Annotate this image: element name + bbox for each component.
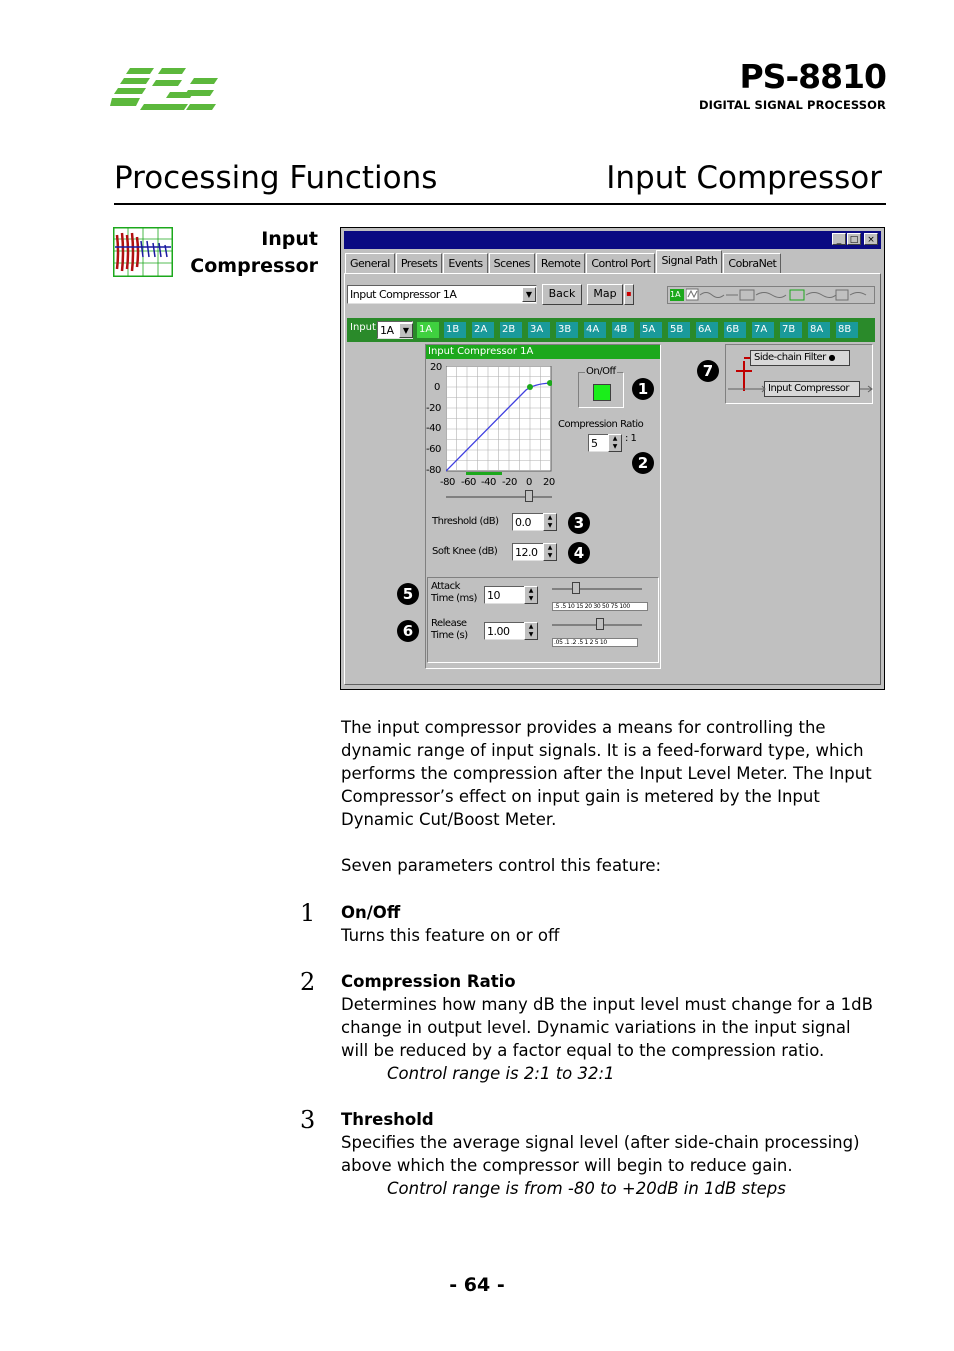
- page-number: - 64 -: [449, 1274, 505, 1296]
- attack-label-line1: Attack: [431, 581, 460, 592]
- callout-bullet: 2: [632, 452, 654, 474]
- channel-button-1a[interactable]: 1A: [417, 322, 439, 338]
- text-line: The input compressor provides a means for controlling the: [341, 718, 826, 737]
- threshold-label: Threshold (dB): [432, 516, 499, 527]
- channel-button-7a[interactable]: 7A: [752, 322, 774, 338]
- text-line: Turns this feature on or off: [341, 926, 560, 945]
- sidechain-diagram: [725, 344, 873, 404]
- sidechain-filter-label: Side-chain Filter: [754, 352, 826, 363]
- tab-scenes[interactable]: Scenes: [489, 253, 535, 273]
- ratio-input[interactable]: 5: [588, 434, 612, 452]
- text-line: above which the compressor will begin to reduce gain.: [341, 1156, 793, 1175]
- channel-button-3a[interactable]: 3A: [528, 322, 550, 338]
- channel-button-2a[interactable]: 2A: [472, 322, 494, 338]
- attack-slider-thumb[interactable]: [572, 582, 580, 594]
- soft-knee-spinner[interactable]: ▲ ▼: [543, 543, 557, 561]
- callout-bullet: 5: [397, 583, 419, 605]
- graph-x-tick: 0: [526, 477, 532, 488]
- tab-signal-path[interactable]: Signal Path: [656, 250, 722, 273]
- minimize-button[interactable]: _: [832, 233, 846, 245]
- ratio-suffix: : 1: [625, 433, 637, 444]
- circle-icon: ●: [828, 353, 835, 362]
- maximize-button[interactable]: □: [847, 233, 861, 245]
- chevron-down-icon[interactable]: ▼: [399, 323, 413, 338]
- graph-x-tick: 20: [543, 477, 555, 488]
- channel-button-1b[interactable]: 1B: [444, 322, 466, 338]
- channel-button-8b[interactable]: 8B: [836, 322, 858, 338]
- channel-button-4b[interactable]: 4B: [612, 322, 634, 338]
- mini-signal-chain[interactable]: [667, 286, 875, 304]
- window-titlebar: [344, 231, 881, 249]
- channel-button-2b[interactable]: 2B: [500, 322, 522, 338]
- release-input[interactable]: 1.00: [484, 622, 526, 640]
- text-line: dynamic range of input signals. It is a feed-forward type, which: [341, 741, 864, 760]
- attack-label-line2: Time (ms): [431, 593, 477, 604]
- model-name: PS-8810: [739, 57, 886, 96]
- ratio-label: Compression Ratio: [558, 419, 644, 430]
- onoff-toggle[interactable]: [593, 384, 611, 401]
- mini-chain-label: 1A: [670, 289, 684, 301]
- control-range: Control range is 2:1 to 32:1: [387, 1064, 615, 1083]
- back-button[interactable]: Back: [542, 284, 582, 305]
- graph-y-tick: -40: [426, 423, 441, 434]
- module-select[interactable]: Input Compressor 1A: [347, 285, 537, 304]
- item-title: On/Off: [341, 903, 401, 922]
- bss-logo: [110, 64, 220, 114]
- text-line: Dynamic Cut/Boost Meter.: [341, 810, 557, 829]
- item-compression-ratio: [341, 970, 886, 1085]
- chevron-down-icon[interactable]: ▼: [522, 287, 536, 302]
- text-line: Specifies the average signal level (after side-chain processing): [341, 1133, 860, 1152]
- text-line: performs the compression after the Input Level Meter. The Input: [341, 764, 872, 783]
- threshold-input[interactable]: 0.0: [512, 513, 544, 531]
- release-label-line1: Release: [431, 618, 467, 629]
- ratio-spinner[interactable]: ▲ ▼: [608, 434, 622, 452]
- graph-x-tick: -20: [502, 477, 517, 488]
- release-spinner[interactable]: ▲ ▼: [524, 622, 538, 640]
- control-range: Control range is from -80 to +20dB in 1dB steps: [387, 1179, 786, 1198]
- release-slider-thumb[interactable]: [596, 618, 604, 630]
- release-label: [431, 618, 468, 642]
- release-scale: .05 .1 .2 .5 1 2 5 10: [552, 638, 638, 647]
- signal-path-panel: [344, 273, 881, 685]
- section-heading-line1: Input: [261, 228, 318, 250]
- channel-button-3b[interactable]: 3B: [556, 322, 578, 338]
- attack-input[interactable]: 10: [484, 586, 526, 604]
- text-line: change in output level. Dynamic variations in the input signal: [341, 1018, 851, 1037]
- graph-x-tick: -80: [440, 477, 455, 488]
- sidechain-routing-icon: [726, 345, 874, 405]
- item-number: 3: [300, 1106, 316, 1134]
- input-compressor-block[interactable]: Input Compressor: [764, 381, 860, 397]
- text-line: Determines how many dB the input level must change for a 1dB: [341, 995, 873, 1014]
- channel-button-6a[interactable]: 6A: [696, 322, 718, 338]
- compressor-graph-icon: [113, 227, 173, 277]
- compressor-panel-title: Input Compressor 1A: [426, 345, 660, 359]
- attack-label: [431, 581, 477, 605]
- graph-x-tick: -40: [481, 477, 496, 488]
- threshold-slider-thumb[interactable]: [525, 490, 533, 502]
- attack-slider-track[interactable]: [552, 588, 642, 590]
- header-rule: [114, 203, 886, 205]
- attack-scale: .5 .5 10 15 20 30 50 75 100: [552, 602, 648, 611]
- attack-spinner[interactable]: ▲ ▼: [524, 586, 538, 604]
- item-title: Threshold: [341, 1110, 434, 1129]
- mini-chain-blocks-icon: [686, 288, 872, 302]
- tab-remote[interactable]: Remote: [536, 253, 585, 273]
- channel-button-6b[interactable]: 6B: [724, 322, 746, 338]
- channel-bar: [347, 318, 875, 342]
- tab-events[interactable]: Events: [443, 253, 487, 273]
- map-menu-icon[interactable]: ▪: [624, 284, 634, 305]
- channel-button-5b[interactable]: 5B: [668, 322, 690, 338]
- tab-control-port[interactable]: Control Port: [586, 253, 655, 273]
- input-select[interactable]: 1A: [377, 321, 413, 339]
- callout-bullet: 1: [632, 378, 654, 400]
- software-window: [340, 227, 885, 690]
- map-button[interactable]: Map: [587, 284, 623, 305]
- tab-presets[interactable]: Presets: [396, 253, 443, 273]
- channel-button-4a[interactable]: 4A: [584, 322, 606, 338]
- threshold-slider-track[interactable]: [446, 496, 552, 498]
- callout-bullet: 4: [568, 542, 590, 564]
- channel-button-7b[interactable]: 7B: [780, 322, 802, 338]
- callout-bullet: 7: [697, 360, 719, 382]
- text-line: will be reduced by a factor equal to the compression ratio.: [341, 1041, 825, 1060]
- item-threshold: [341, 1108, 886, 1200]
- page-topic-title: Input Compressor: [606, 160, 882, 196]
- item-number: 1: [300, 899, 316, 927]
- page-section-title: Processing Functions: [114, 160, 438, 196]
- graph-y-tick: 20: [430, 362, 442, 373]
- item-title: Compression Ratio: [341, 972, 516, 991]
- section-heading: [180, 226, 318, 280]
- onoff-label: On/Off: [586, 366, 616, 377]
- channel-button-8a[interactable]: 8A: [808, 322, 830, 338]
- release-label-line2: Time (s): [431, 630, 468, 641]
- graph-y-tick: 0: [434, 382, 440, 393]
- section-heading-line2: Compressor: [190, 255, 318, 277]
- close-button[interactable]: ×: [864, 233, 878, 245]
- text-line: Compressor’s effect on input gain is metered by the Input: [341, 787, 820, 806]
- graph-y-tick: -20: [426, 403, 441, 414]
- time-constants-group: [427, 577, 659, 663]
- intro-paragraph: [341, 716, 886, 831]
- threshold-spinner[interactable]: ▲ ▼: [543, 513, 557, 531]
- model-subtitle: DIGITAL SIGNAL PROCESSOR: [698, 98, 886, 112]
- tab-cobranet[interactable]: CobraNet: [723, 253, 781, 273]
- item-onoff: [341, 901, 886, 947]
- graph-y-tick: -60: [426, 444, 441, 455]
- callout-bullet: 3: [568, 512, 590, 534]
- threshold-range-marker: [466, 472, 502, 475]
- soft-knee-input[interactable]: 12.0: [512, 543, 544, 561]
- onoff-group: [578, 366, 624, 408]
- tab-general[interactable]: General: [345, 253, 395, 273]
- transfer-curve-graph[interactable]: [446, 366, 552, 472]
- parameters-intro: Seven parameters control this feature:: [341, 856, 662, 875]
- item-number: 2: [300, 968, 316, 996]
- graph-x-tick: -60: [461, 477, 476, 488]
- channel-button-5a[interactable]: 5A: [640, 322, 662, 338]
- graph-y-tick: -80: [426, 465, 441, 476]
- callout-bullet: 6: [397, 620, 419, 642]
- input-label: Input: [350, 322, 376, 333]
- tab-strip: [345, 253, 782, 273]
- soft-knee-label: Soft Knee (dB): [432, 546, 498, 557]
